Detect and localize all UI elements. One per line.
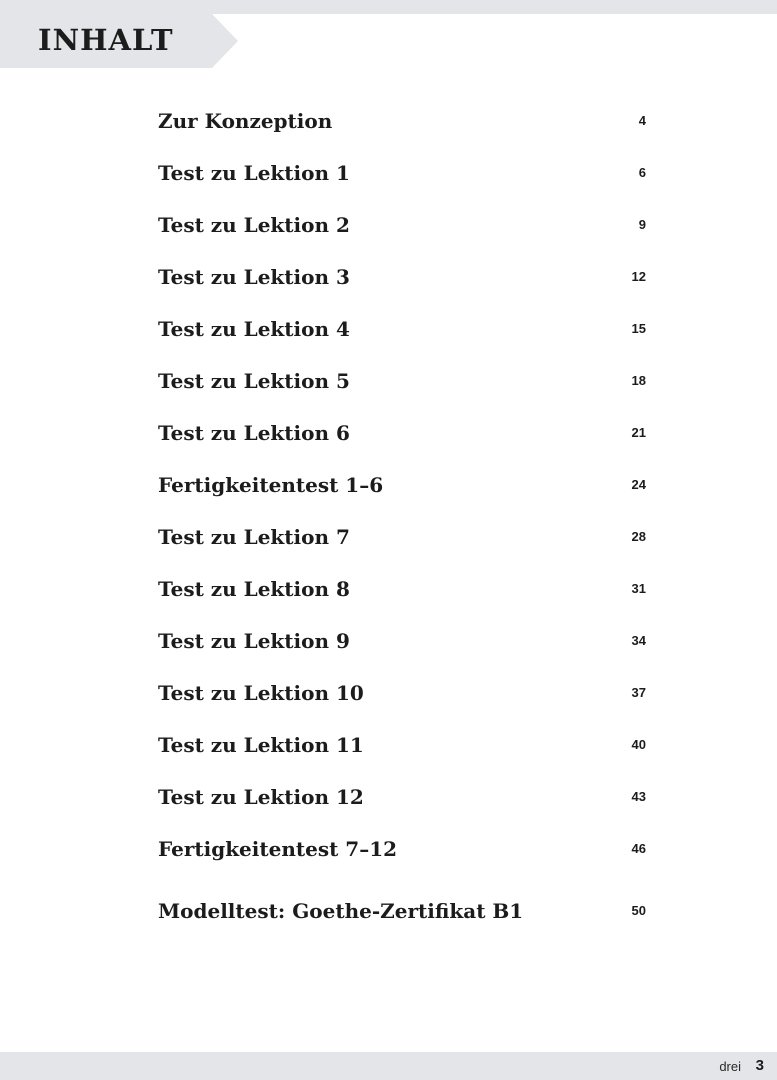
toc-entry-page: 34: [631, 633, 646, 648]
toc-entry-page: 46: [631, 841, 646, 856]
toc-entry[interactable]: [158, 522, 648, 552]
toc-entry[interactable]: [158, 418, 648, 448]
toc-entry-page: 28: [631, 529, 646, 544]
toc-entry[interactable]: [158, 366, 648, 396]
toc-entry[interactable]: [158, 896, 648, 926]
toc-entry-title: Test zu Lektion 8: [158, 577, 350, 601]
toc-entry[interactable]: [158, 574, 648, 604]
toc-entry-page: 50: [631, 903, 646, 918]
toc-entry[interactable]: [158, 106, 648, 136]
toc-entry-page: 15: [631, 321, 646, 336]
toc-entry-title: Modelltest: Goethe-Zertifikat B1: [158, 899, 524, 923]
toc-entry-title: Test zu Lektion 12: [158, 785, 364, 809]
toc-entry-page: 40: [631, 737, 646, 752]
toc-entry[interactable]: [158, 626, 648, 656]
page-number: 3: [755, 1057, 764, 1074]
toc-entry-title: Fertigkeitentest 7–12: [158, 837, 398, 861]
toc-entry-title: Test zu Lektion 9: [158, 629, 350, 653]
toc-entry[interactable]: [158, 470, 648, 500]
page-number-word: drei: [719, 1059, 741, 1074]
toc-entry-title: Test zu Lektion 5: [158, 369, 350, 393]
toc-entry-title: Test zu Lektion 3: [158, 265, 350, 289]
bottom-band: [0, 1052, 777, 1080]
toc-entry-page: 9: [638, 217, 646, 232]
toc-entry[interactable]: [158, 730, 648, 760]
toc-entry-page: 43: [631, 789, 646, 804]
toc-entry-page: 12: [631, 269, 646, 284]
toc-entry-title: Test zu Lektion 1: [158, 161, 350, 185]
toc-entry-title: Zur Konzeption: [158, 109, 333, 133]
toc-entry-title: Test zu Lektion 10: [158, 681, 364, 705]
toc-entry[interactable]: [158, 782, 648, 812]
toc-entry-page: 31: [631, 581, 646, 596]
toc-entry-title: Test zu Lektion 7: [158, 525, 350, 549]
page-title: INHALT: [38, 23, 174, 57]
toc-entry-page: 24: [631, 477, 646, 492]
toc-entry-page: 4: [638, 113, 646, 128]
toc-entry[interactable]: [158, 678, 648, 708]
toc-entry[interactable]: [158, 834, 648, 864]
toc-entry[interactable]: [158, 314, 648, 344]
toc-entry[interactable]: [158, 210, 648, 240]
toc-entry-title: Test zu Lektion 11: [158, 733, 364, 757]
toc-entry-page: 21: [631, 425, 646, 440]
toc-entry-title: Test zu Lektion 2: [158, 213, 350, 237]
toc-entry[interactable]: [158, 262, 648, 292]
top-band: [0, 0, 777, 14]
toc-entry-title: Test zu Lektion 6: [158, 421, 350, 445]
toc-entry-page: 6: [638, 165, 646, 180]
toc-entry-page: 37: [631, 685, 646, 700]
toc-entry[interactable]: [158, 158, 648, 188]
toc-entry-title: Fertigkeitentest 1–6: [158, 473, 384, 497]
toc-entry-title: Test zu Lektion 4: [158, 317, 350, 341]
toc-entry-page: 18: [631, 373, 646, 388]
